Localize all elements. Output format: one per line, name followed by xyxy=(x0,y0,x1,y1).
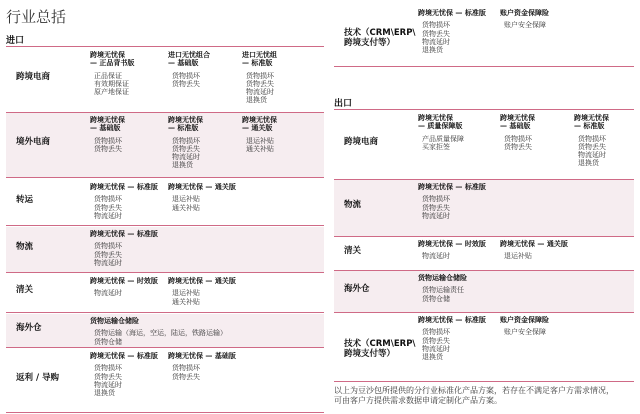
product-name: 货物运输仓储险 xyxy=(418,274,467,282)
row-divider xyxy=(6,272,324,273)
row-divider xyxy=(334,381,634,382)
coverage-list: 退运补贴 通关补贴 xyxy=(172,289,200,306)
product-name: 进口无忧组 — 标准版 xyxy=(242,51,277,68)
row-label: 境外电商 xyxy=(16,137,51,147)
product-name: 跨境无忧保 — 通关版 xyxy=(242,116,277,133)
product-name: 跨境无忧保 — 标准版 xyxy=(90,352,158,360)
coverage-list: 货物运输（海运，空运，陆运，铁路运输） 货物仓储 xyxy=(94,329,227,346)
row-divider xyxy=(6,225,324,226)
row-label: 海外仓 xyxy=(344,283,370,294)
product-name: 跨境无忧保 — 基础版 xyxy=(90,116,125,133)
product-name: 货物运输仓储险 xyxy=(90,317,139,325)
product-name: 跨境无忧保 — 质量保障版 xyxy=(418,114,463,131)
page-title: 行业总括 xyxy=(6,8,67,26)
coverage-list: 物流延时 xyxy=(422,252,450,261)
row-label: 跨境电商 xyxy=(344,137,379,147)
product-name: 进口无忧组合 — 基础版 xyxy=(168,51,210,68)
coverage-list: 货物损坏 货物丢失 xyxy=(172,364,200,381)
coverage-list: 货物损坏 货物丢失 物流延时 退换货 xyxy=(578,134,606,168)
product-name: 跨境无忧保 — 时效版 xyxy=(418,240,486,248)
row-label: 跨境电商 xyxy=(16,72,51,82)
product-name: 跨境无忧保 — 标准版 xyxy=(574,114,609,131)
row-divider xyxy=(334,312,634,313)
product-name: 跨境无忧保 — 标准版 xyxy=(90,230,158,238)
coverage-list: 货物损坏 货物丢失 xyxy=(172,71,200,88)
coverage-list: 账户安全保障 xyxy=(504,328,546,337)
coverage-list: 货物损坏 货物丢失 物流延时 xyxy=(94,195,122,220)
product-name: 跨境无忧保 — 标准版 xyxy=(90,183,158,191)
footnote: 以上为豆沙包所提供的分行业标准化产品方案，若存在不满足客户方需求情况， 可由客户方提供需求数据申请定制化产品方案。 xyxy=(334,386,614,405)
export-section-heading: 出口 xyxy=(334,99,353,109)
row-divider xyxy=(334,236,634,237)
product-name: 账户资金保障险 xyxy=(500,316,549,324)
row-label: 物流 xyxy=(16,241,34,252)
product-name: 跨境无忧保 — 通关版 xyxy=(500,240,568,248)
product-name: 跨境无忧保 — 标准版 xyxy=(418,316,486,324)
product-name: 跨境无忧保 — 通关版 xyxy=(168,277,236,285)
coverage-list: 货物损坏 货物丢失 物流延时 退换货 xyxy=(94,364,122,397)
coverage-list: 退运补贴 通关补贴 xyxy=(246,136,274,153)
product-name: 跨境无忧保 — 标准版 xyxy=(418,9,486,17)
row-divider xyxy=(6,347,324,348)
row-label: 技术（CRM\ERP\ 跨境支付等） xyxy=(344,339,416,359)
row-label: 返利 / 导购 xyxy=(16,372,60,383)
product-name: 跨境无忧保 — 正品背书版 xyxy=(90,51,135,68)
row-label: 物流 xyxy=(344,200,362,210)
coverage-list: 货物损坏 货物丢失 物流延时 退换货 xyxy=(422,21,450,54)
coverage-list: 货物损坏 货物丢失 物流延时 xyxy=(94,242,122,267)
row-divider xyxy=(6,177,324,178)
coverage-list: 产品质量保障 买家拒签 xyxy=(422,134,464,151)
coverage-list: 物流延时 xyxy=(94,289,122,298)
coverage-list: 货物损坏 货物丢失 xyxy=(504,134,532,151)
coverage-list: 退运补贴 通关补贴 xyxy=(172,195,200,212)
row-label: 转运 xyxy=(16,194,34,205)
row-divider xyxy=(334,66,634,67)
product-name: 跨境无忧保 — 基础版 xyxy=(500,114,535,131)
coverage-list: 货物损坏 货物丢失 物流延时 退换货 xyxy=(422,328,450,361)
coverage-list: 货物损坏 货物丢失 物流延时 xyxy=(422,195,450,220)
product-name: 跨境无忧保 — 标准版 xyxy=(168,116,203,133)
coverage-list: 货物损坏 货物丢失 物流延时 退换货 xyxy=(246,71,274,105)
coverage-list: 货物损坏 货物丢失 xyxy=(94,136,122,153)
coverage-list: 账户安全保障 xyxy=(504,21,546,30)
product-name: 跨境无忧保 — 标准版 xyxy=(418,183,486,191)
product-name: 跨境无忧保 — 时效版 xyxy=(90,277,158,285)
product-name: 跨境无忧保 — 基础版 xyxy=(168,352,236,360)
product-name: 跨境无忧保 — 通关版 xyxy=(168,183,236,191)
coverage-list: 货物损坏 货物丢失 物流延时 退换货 xyxy=(172,136,200,170)
row-divider xyxy=(6,412,324,413)
coverage-list: 退运补贴 xyxy=(504,252,532,261)
row-label: 清关 xyxy=(344,245,362,256)
row-divider xyxy=(6,312,324,313)
row-label: 海外仓 xyxy=(16,322,42,333)
row-label: 技术（CRM\ERP\ 跨境支付等） xyxy=(344,28,416,48)
product-name: 账户资金保障险 xyxy=(500,9,549,17)
row-label: 清关 xyxy=(16,285,34,295)
coverage-list: 货物运输责任 货物仓储 xyxy=(422,286,464,303)
import-section-heading: 进口 xyxy=(6,36,25,46)
coverage-list: 正品保证 有效期保证 原产地保证 xyxy=(94,71,129,97)
